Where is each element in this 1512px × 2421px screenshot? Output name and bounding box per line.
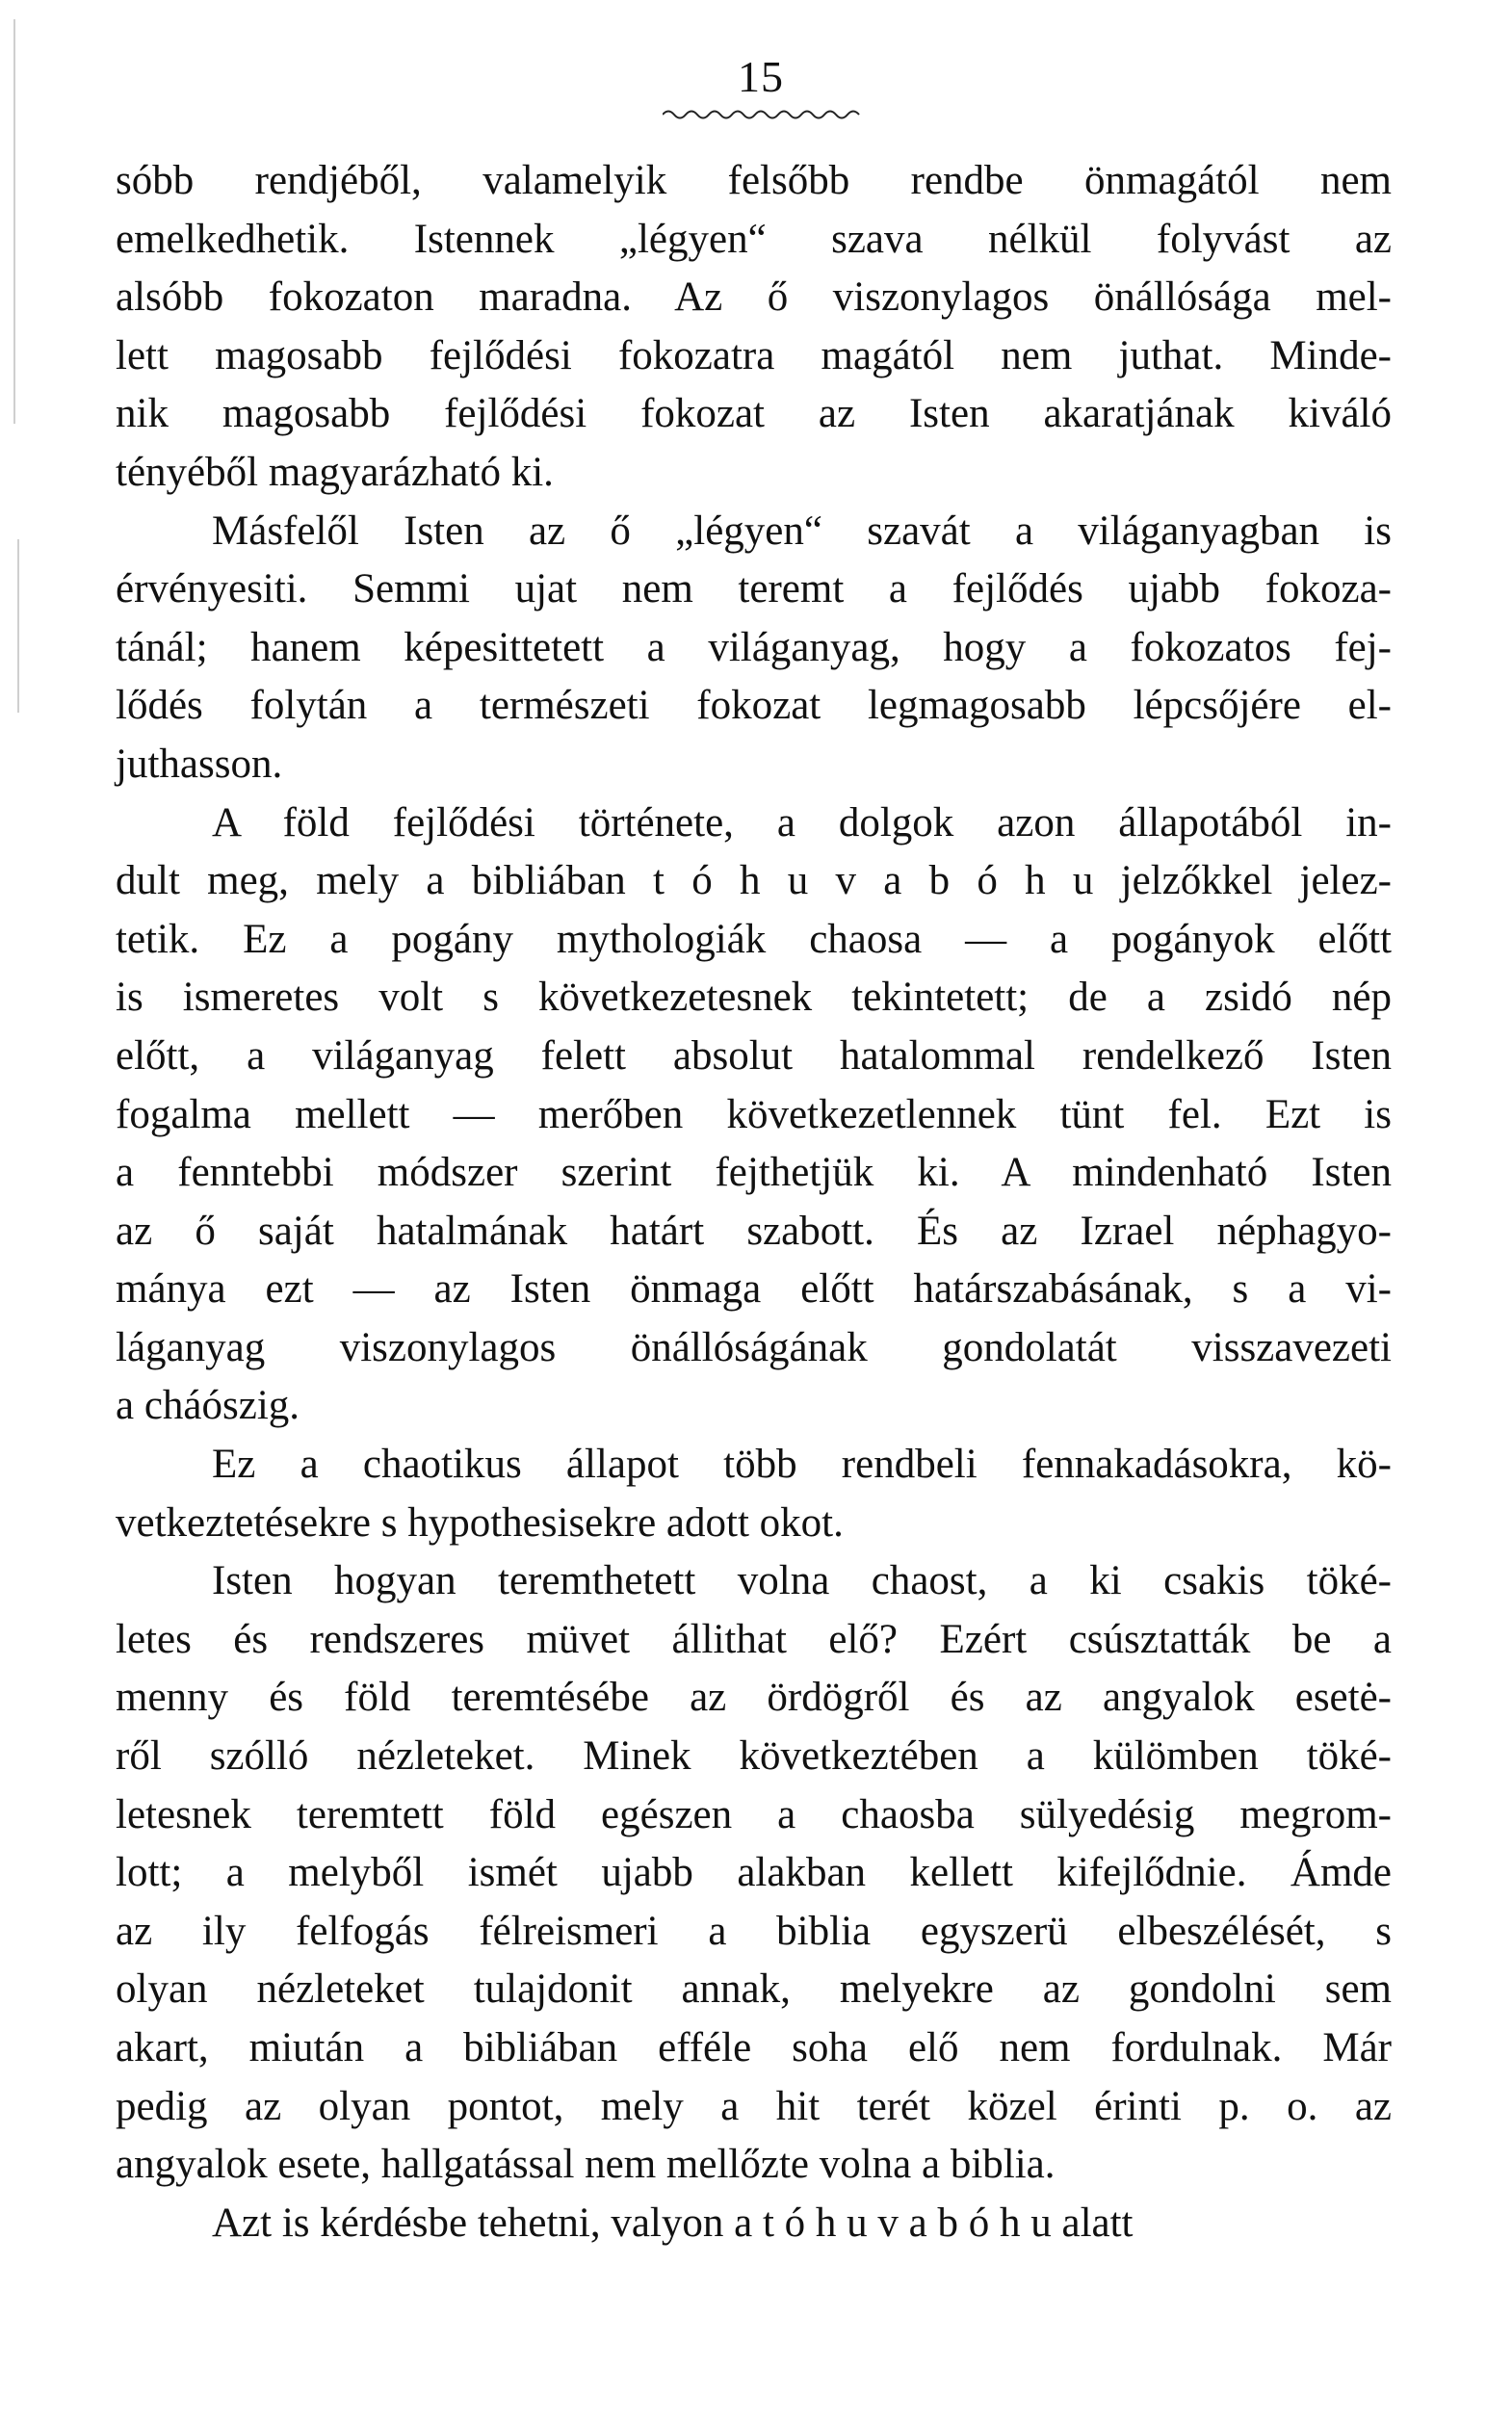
text-line: juthasson. xyxy=(116,741,283,787)
text-line: az ő saját hatalmának határt szabott. És az Izrael néphagyo- xyxy=(116,1208,1392,1254)
page-number-ornament xyxy=(663,108,860,121)
text-line: a cháószig. xyxy=(116,1383,300,1429)
text-line: érvényesiti. Semmi ujat nem teremt a fejlődés ujabb fokoza- xyxy=(116,566,1392,612)
text-line: vetkeztetésekre s hypothesisekre adott okot. xyxy=(116,1499,844,1546)
text-line: lődés folytán a természeti fokozat legmagosabb lépcsőjére el- xyxy=(116,683,1392,729)
text-line: az ily felfogás félreismeri a biblia egyszerü elbeszélését, s xyxy=(116,1908,1392,1954)
paragraph xyxy=(116,1436,1392,1552)
text-line: Másfelől Isten az ő „légyen“ szavát a világanyagban is xyxy=(212,508,1392,554)
paragraph xyxy=(116,794,1392,1437)
paragraph xyxy=(116,152,1392,503)
text-line: tetik. Ez a pogány mythologiák chaosa — a pogányok előtt xyxy=(116,916,1392,962)
text-line: tényéből magyarázható ki. xyxy=(116,449,554,495)
text-line: emelkedhetik. Istennek „légyen“ szava nélkül folyvást az xyxy=(116,216,1392,262)
text-line: akart, miután a bibliában efféle soha elő nem fordulnak. Már xyxy=(116,2025,1392,2070)
text-line: mánya ezt — az Isten önmaga előtt határszabásának, s a vi- xyxy=(116,1266,1392,1313)
text-line: dult meg, mely a bibliában t ó h u v a b ó h u jelzőkkel jelez- xyxy=(116,858,1392,904)
text-line: a fenntebbi módszer szerint fejthetjük ki. A mindenható Isten xyxy=(116,1150,1392,1196)
text-line: angyalok esete, hallgatással nem mellőzte volna a biblia. xyxy=(116,2142,1056,2188)
text-line: lott; a melyből ismét ujabb alakban kellett kifejlődnie. Ámde xyxy=(116,1850,1392,1896)
paragraph xyxy=(116,1552,1392,2195)
text-line: letes és rendszeres müvet állithat elő? Ezért csúsztatták be a xyxy=(116,1616,1392,1662)
text-line: nik magosabb fejlődési fokozat az Isten akaratjának kiváló xyxy=(116,391,1392,437)
text-line: olyan nézleteket tulajdonit annak, melyekre az gondolni sem xyxy=(116,1966,1392,2013)
scan-edge-shadow xyxy=(17,539,19,713)
text-line: ről szólló nézleteket. Minek következtében a külömben töké- xyxy=(116,1733,1392,1780)
text-line: Isten hogyan teremthetett volna chaost, a ki csakis töké- xyxy=(212,1558,1392,1604)
text-line: menny és föld teremtésébe az ördögről és az angyalok esetė- xyxy=(116,1675,1392,1721)
text-line: letesnek teremtett föld egészen a chaosba sülyedésig megrom- xyxy=(116,1791,1392,1837)
text-line: láganyag viszonylagos önállóságának gondolatát visszavezeti xyxy=(116,1324,1392,1370)
text-line: előtt, a világanyag felett absolut hatalommal rendelkező Isten xyxy=(116,1032,1392,1079)
text-line: Ez a chaotikus állapot több rendbeli fennakadásokra, kö- xyxy=(212,1442,1392,1488)
page-number: 15 xyxy=(738,52,784,101)
scan-edge-shadow xyxy=(13,19,15,424)
text-line: alsóbb fokozaton maradna. Az ő viszonylagos önállósága mel- xyxy=(116,274,1392,321)
text-line: Azt is kérdésbe tehetni, valyon a t ó h u v a b ó h u alatt xyxy=(212,2200,1134,2246)
paragraph xyxy=(116,503,1392,794)
text-line: tánál; hanem képesittetett a világanyag, hogy a fokozatos fej- xyxy=(116,624,1392,670)
text-line: A föld fejlődési története, a dolgok azon állapotából in- xyxy=(212,799,1392,846)
text-line: sóbb rendjéből, valamelyik felsőbb rendbe önmagától nem xyxy=(116,158,1392,203)
text-line: is ismeretes volt s következetesnek tekintetett; de a zsidó nép xyxy=(116,975,1392,1021)
paragraph xyxy=(116,2195,1392,2253)
text-line: pedig az olyan pontot, mely a hit terét közel érinti p. o. az xyxy=(116,2083,1392,2129)
text-line: fogalma mellett — merőben következetlennek tünt fel. Ezt is xyxy=(116,1091,1392,1137)
body-text xyxy=(116,152,1392,2252)
text-line: lett magosabb fejlődési fokozatra magától nem juthat. Minde- xyxy=(116,332,1392,378)
